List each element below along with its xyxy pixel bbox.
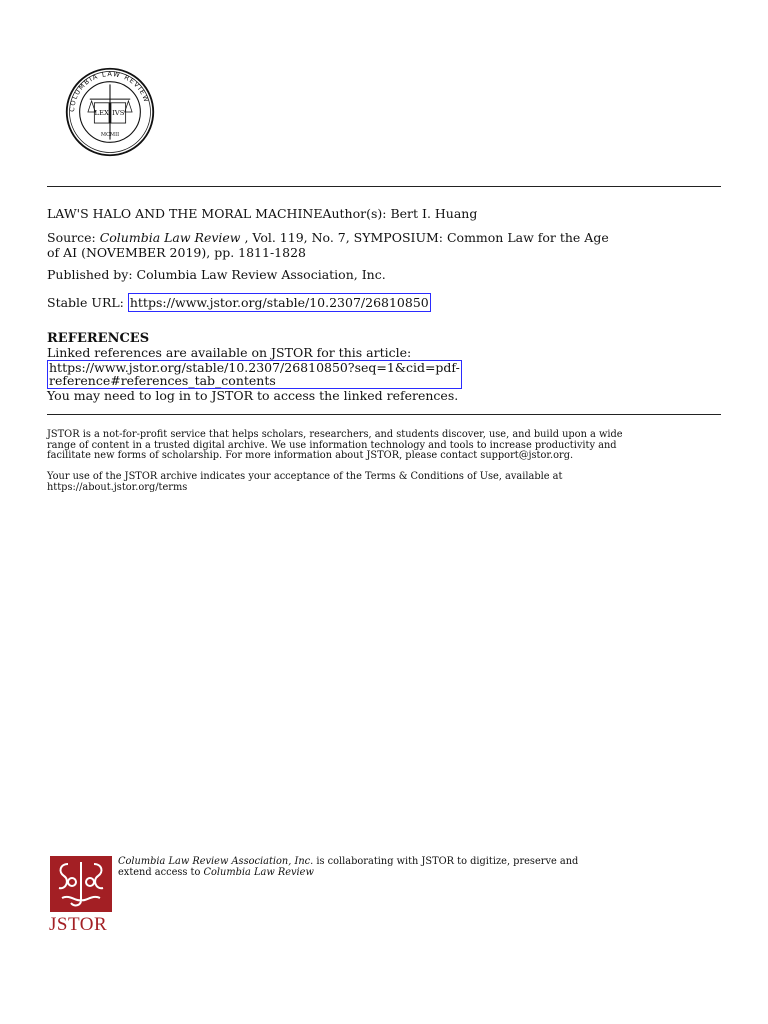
references-link[interactable] (47, 360, 462, 389)
author-label: Author(s): (322, 206, 391, 221)
source-citation (47, 230, 727, 260)
jstor-logo-icon (50, 856, 112, 912)
seal-ring-text: COLUMBIA LAW REVIEW (68, 70, 151, 113)
seal-text-right: IVS (112, 108, 125, 117)
publisher-line (47, 267, 727, 282)
references-intro: Linked references are available on JSTOR for this article: (47, 345, 412, 360)
jstor-notice-line-1: JSTOR is a not-for-profit service that helps scholars, researchers, and students discover, use, and build upon a wide (47, 429, 623, 440)
collab-journal: Columbia Law Review (203, 867, 314, 878)
source-label: Source: (47, 230, 100, 245)
jstor-notice-line-3: facilitate new forms of scholarship. For more information about JSTOR, please contact support@jstor.org. (47, 450, 574, 461)
collaboration-statement (118, 856, 678, 878)
collab-publisher: Columbia Law Review Association, Inc. (118, 856, 314, 867)
collab-access-text: extend access to (118, 867, 204, 878)
jstor-notice-line-2: range of content in a trusted digital archive. We use information technology and tools to increase productivity and (47, 439, 617, 451)
seal-text-left: LEX (94, 108, 109, 117)
references-section (47, 332, 727, 403)
stable-url-label: Stable URL: (47, 295, 128, 310)
source-journal: Columbia Law Review (99, 230, 241, 245)
references-link-line-1: https://www.jstor.org/stable/10.2307/26810850?seq=1&cid=pdf- (49, 359, 460, 375)
middle-divider (47, 414, 721, 415)
publisher-text: Published by: Columbia Law Review Association, Inc. (47, 267, 386, 282)
top-divider (47, 186, 721, 187)
stable-url-line (47, 293, 727, 312)
references-link-line-2: reference#references_tab_contents (49, 373, 276, 388)
terms-notice (47, 472, 727, 493)
terms-notice-line-1: Your use of the JSTOR archive indicates your acceptance of the Terms & Conditions of Use, available at (47, 471, 563, 482)
collab-text: is collaborating with JSTOR to digitize, preserve and (313, 856, 579, 867)
jstor-logo-word: JSTOR (49, 914, 108, 935)
jstor-notice (47, 430, 727, 462)
seal-date-text: MCMII (100, 131, 120, 138)
article-title: LAW'S HALO AND THE MORAL MACHINE (47, 206, 323, 221)
references-login-note: You may need to log in to JSTOR to access the linked references. (47, 388, 459, 403)
terms-url[interactable]: https://about.jstor.org/terms (47, 481, 188, 493)
author-name: Bert I. Huang (390, 206, 478, 221)
article-title-line (47, 206, 727, 221)
references-heading: REFERENCES (47, 331, 150, 346)
stable-url-link[interactable]: https://www.jstor.org/stable/10.2307/26810850 (129, 295, 429, 310)
source-details: , Vol. 119, No. 7, SYMPOSIUM: Common Law for the Age (240, 230, 609, 245)
source-details-continued: of AI (NOVEMBER 2019), pp. 1811-1828 (47, 245, 306, 260)
columbia-law-review-seal-icon (64, 66, 156, 158)
